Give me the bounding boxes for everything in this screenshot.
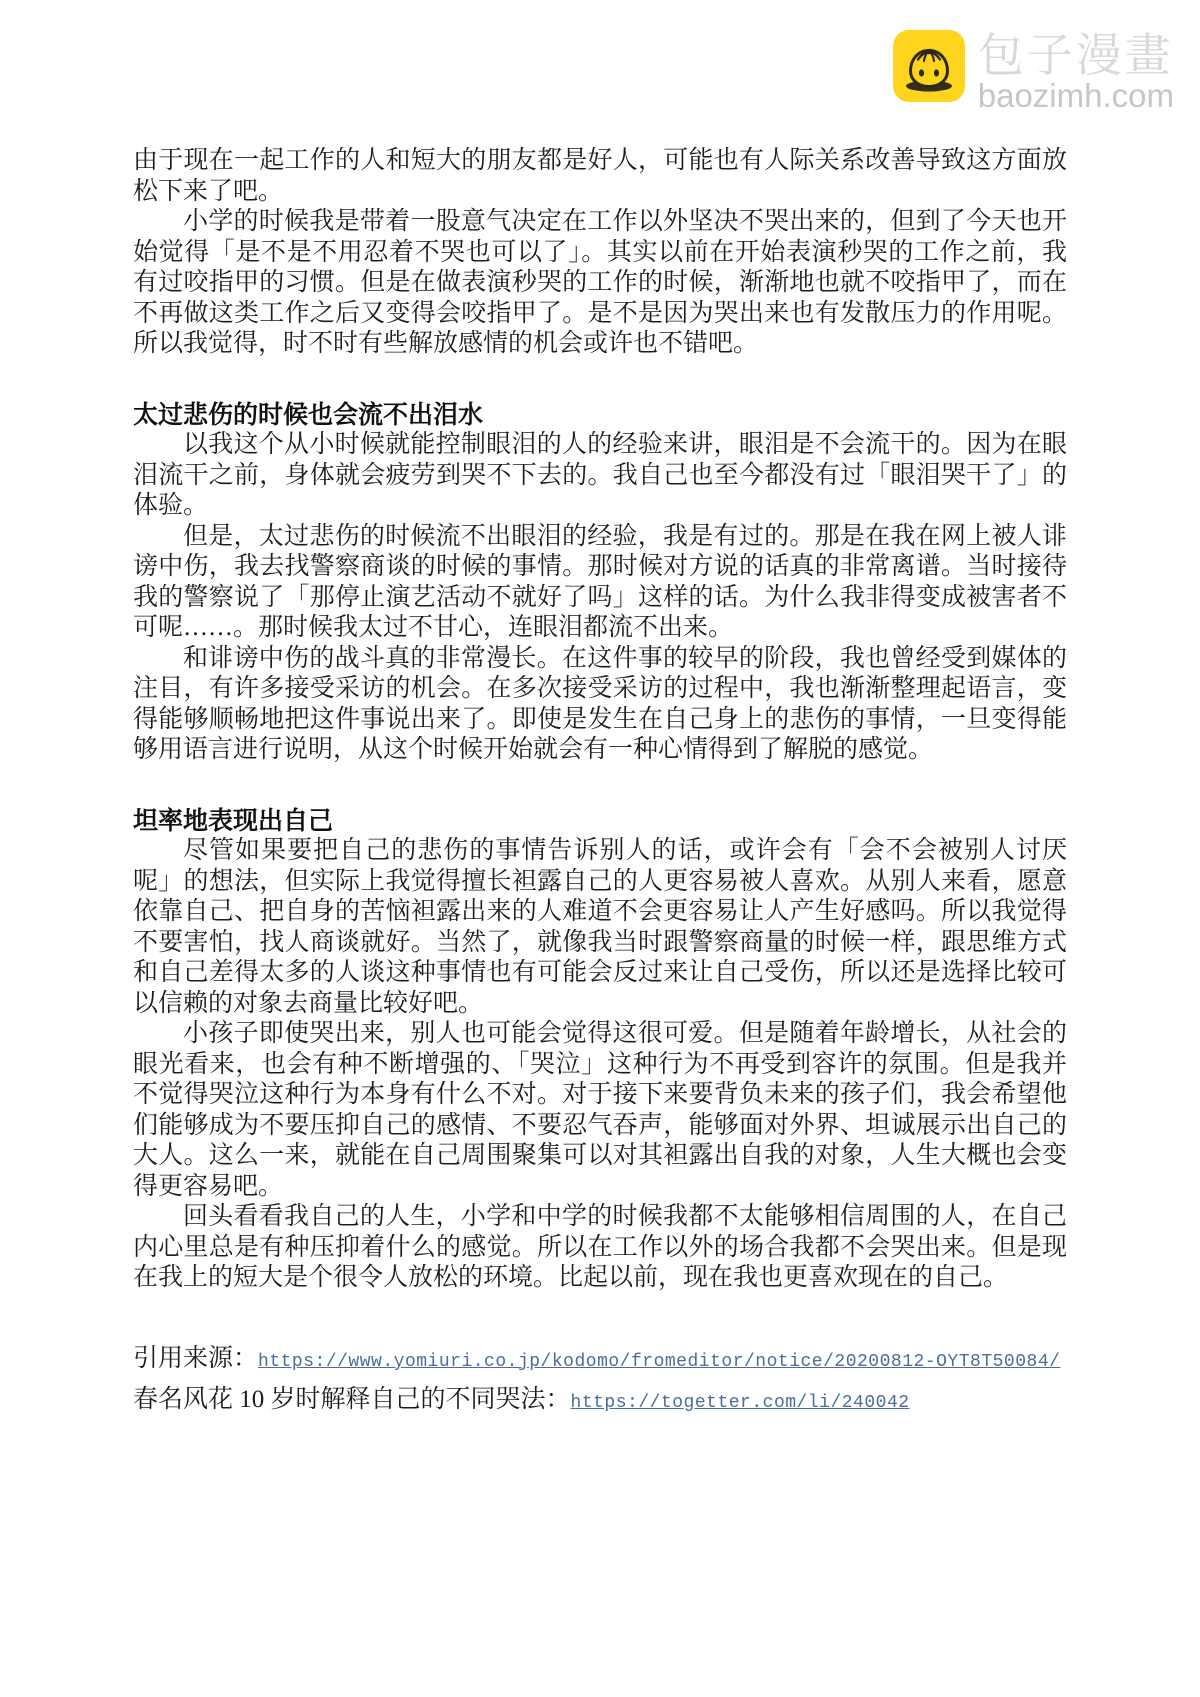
logo-brand-name: 包子漫畫 <box>977 29 1174 81</box>
article-body <box>133 146 1067 1422</box>
paragraph: 以我这个从小时候就能控制眼泪的人的经验来讲，眼泪是不会流干的。因为在眼泪流干之前，身体就会疲劳到哭不下去的。我自己也至今都没有过「眼泪哭干了」的体验。 <box>133 431 1067 519</box>
section-heading-tears-wont-flow: 太过悲伤的时候也会流不出泪水 <box>133 400 484 429</box>
logo-text <box>978 30 1174 112</box>
references <box>133 1340 1067 1422</box>
baozi-bun-icon <box>893 30 965 102</box>
paragraph: 小学的时候我是带着一股意气决定在工作以外坚决不哭出来的，但到了今天也开始觉得「是不是不用忍着不哭也可以了」。其实以前在开始表演秒哭的工作之前，我有过咬指甲的习惯。但是在做表演秒哭的工作的时候，渐渐地也就不咬指甲了，而在不再做这类工作之后又变得会咬指甲了。是不是因为哭出来也有发散压力的作用呢。所以我觉得，时不时有些解放感情的机会或许也不错吧。 <box>133 208 1067 357</box>
baozimh-logo <box>893 30 1174 112</box>
source-label: 引用来源： <box>133 1344 259 1372</box>
reference-line <box>133 1381 1067 1422</box>
source-url-link[interactable]: https://www.yomiuri.co.jp/kodomo/fromeditor/notice/20200812-OYT8T50084/ <box>258 1351 1061 1372</box>
paragraph: 由于现在一起工作的人和短大的朋友都是好人，可能也有人际关系改善导致这方面放松下来了吧。 <box>133 147 1067 205</box>
paragraph: 尽管如果要把自己的悲伤的事情告诉别人的话，或许会有「会不会被别人讨厌呢」的想法，但实际上我觉得擅长袒露自己的人更容易被人喜欢。从别人来看，愿意依靠自己、把自身的苦恼袒露出来的人难道不会更容易让人产生好感吗。所以我觉得不要害怕，找人商谈就好。当然了，就像我当时跟警察商量的时候一样，跟思维方式和自己差得太多的人谈这种事情也有可能会反过来让自己受伤，所以还是选择比较可以信赖的对象去商量比较好吧。 <box>133 837 1067 1017</box>
logo-domain: baozimh.com <box>977 77 1174 114</box>
paragraph: 和诽谤中伤的战斗真的非常漫长。在这件事的较早的阶段，我也曾经受到媒体的注目，有许多接受采访的机会。在多次接受采访的过程中，我也渐渐整理起语言，变得能够顺畅地把这件事说出来了。即使是发生在自己身上的悲伤的事情，一旦变得能够用语言进行说明，从这个时候开始就会有一种心情得到了解脱的感觉。 <box>133 644 1067 763</box>
reference-label: 春名风花 10 岁时解释自己的不同哭法： <box>133 1385 571 1413</box>
reference-url-link[interactable]: https://togetter.com/li/240042 <box>570 1392 910 1413</box>
section-heading-express-yourself: 坦率地表现出自己 <box>133 806 334 835</box>
paragraph: 但是，太过悲伤的时候流不出眼泪的经验，我是有过的。那是在我在网上被人诽谤中伤，我去找警察商谈的时候的事情。那时候对方说的话真的非常离谱。当时接待我的警察说了「那停止演艺活动不就好了吗」这样的话。为什么我非得变成被害者不可呢……。那时候我太过不甘心，连眼泪都流不出来。 <box>133 522 1067 641</box>
source-line <box>133 1340 1067 1381</box>
paragraph: 回头看看我自己的人生，小学和中学的时候我都不太能够相信周围的人，在自己内心里总是有种压抑着什么的感觉。所以在工作以外的场合我都不会哭出来。但是现在我上的短大是个很令人放松的环境。比起以前，现在我也更喜欢现在的自己。 <box>133 1203 1067 1291</box>
paragraph: 小孩子即使哭出来，别人也可能会觉得这很可爱。但是随着年龄增长，从社会的眼光看来，也会有种不断增强的、「哭泣」这种行为不再受到容许的氛围。但是我并不觉得哭泣这种行为本身有什么不对。对于接下来要背负未来的孩子们，我会希望他们能够成为不要压抑自己的感情、不要忍气吞声，能够面对外界、坦诚展示出自己的大人。这么一来，就能在自己周围聚集可以对其袒露出自我的对象，人生大概也会变得更容易吧。 <box>133 1020 1067 1200</box>
